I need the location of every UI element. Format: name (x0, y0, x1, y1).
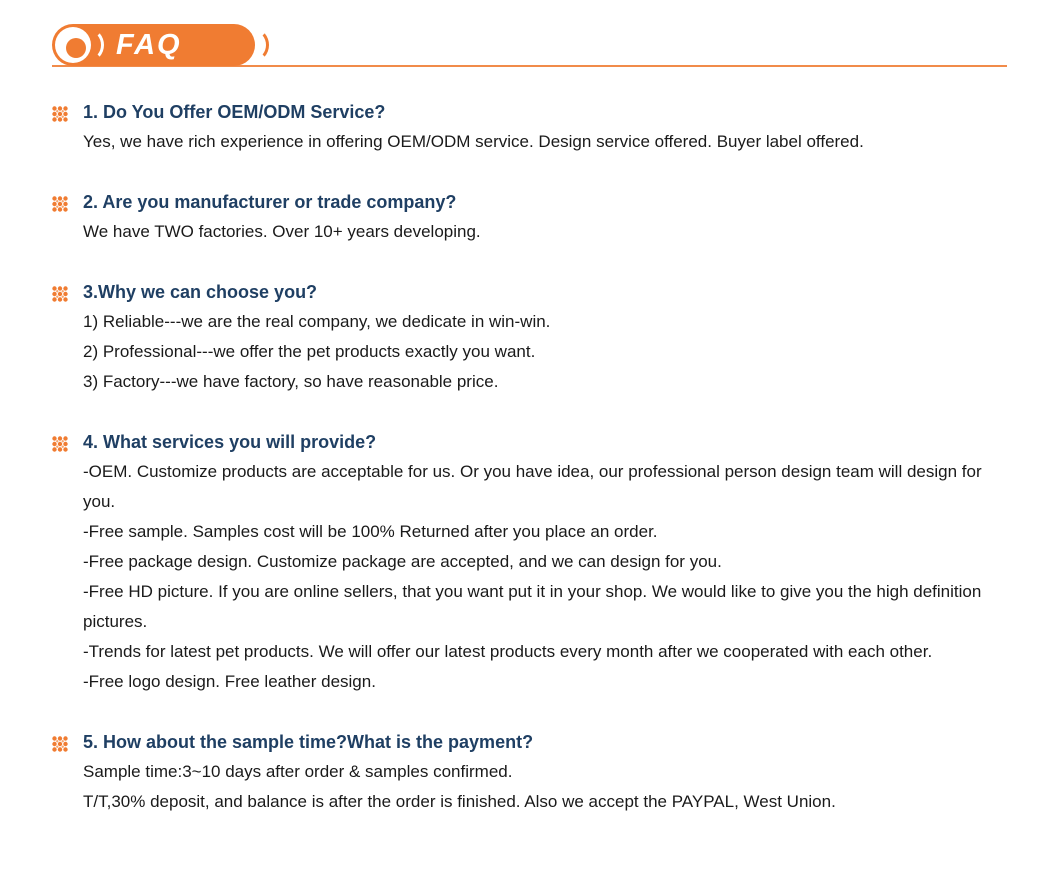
faq-question: 1. Do You Offer OEM/ODM Service? (83, 102, 386, 122)
faq-answer-line: -Free sample. Samples cost will be 100% Returned after you place an order. (83, 522, 658, 541)
faq-answer-line: We have TWO factories. Over 10+ years developing. (83, 222, 481, 241)
page-title: FAQ (116, 29, 182, 61)
faq-list (52, 97, 1007, 847)
faq-question: 5. How about the sample time?What is the payment? (83, 732, 534, 752)
faq-answer-line: 2) Professional---we offer the pet products exactly you want. (83, 342, 536, 361)
faq-answer-line: Yes, we have rich experience in offering OEM/ODM service. Design service offered. Buyer label offered. (83, 132, 864, 151)
faq-question-row (52, 277, 1007, 307)
faq-question-row (52, 97, 1007, 127)
faq-answer-line: 1) Reliable---we are the real company, we dedicate in win-win. (83, 312, 551, 331)
badge-tail-arc-icon (241, 29, 269, 61)
faq-answer-line: -Trends for latest pet products. We will offer our latest products every month after we cooperated with each other. (83, 642, 933, 661)
faq-answer (52, 757, 1007, 817)
faq-question: 2. Are you manufacturer or trade company? (83, 192, 457, 212)
dotted-grid-icon (52, 286, 68, 302)
faq-item (52, 727, 1007, 817)
faq-answer-line: -Free HD picture. If you are online sellers, that you want put it in your shop. We would like to give you the high definition pictures. (83, 582, 982, 631)
faq-badge (52, 24, 267, 66)
faq-answer (52, 127, 1007, 157)
faq-question-row (52, 427, 1007, 457)
faq-question-row (52, 727, 1007, 757)
faq-answer (52, 217, 1007, 247)
dotted-grid-icon (52, 106, 68, 122)
faq-answer-line: -Free package design. Customize package are accepted, and we can design for you. (83, 552, 722, 571)
faq-question: 3.Why we can choose you? (83, 282, 318, 302)
faq-item (52, 277, 1007, 397)
faq-question-row (52, 187, 1007, 217)
badge-arc-icon (76, 29, 104, 61)
faq-question: 4. What services you will provide? (83, 432, 377, 452)
faq-header (52, 24, 1007, 70)
dotted-grid-icon (52, 736, 68, 752)
faq-answer-line: T/T,30% deposit, and balance is after the order is finished. Also we accept the PAYPAL, West Union. (83, 792, 836, 811)
faq-item (52, 427, 1007, 697)
faq-answer (52, 307, 1007, 397)
faq-answer-line: 3) Factory---we have factory, so have reasonable price. (83, 372, 499, 391)
faq-item (52, 97, 1007, 157)
dotted-grid-icon (52, 436, 68, 452)
faq-answer-line: Sample time:3~10 days after order & samples confirmed. (83, 762, 513, 781)
faq-answer (52, 457, 1007, 697)
dotted-grid-icon (52, 196, 68, 212)
faq-item (52, 187, 1007, 247)
faq-answer-line: -Free logo design. Free leather design. (83, 672, 376, 691)
faq-answer-line: -OEM. Customize products are acceptable for us. Or you have idea, our professional person design team will design for you. (83, 462, 982, 511)
